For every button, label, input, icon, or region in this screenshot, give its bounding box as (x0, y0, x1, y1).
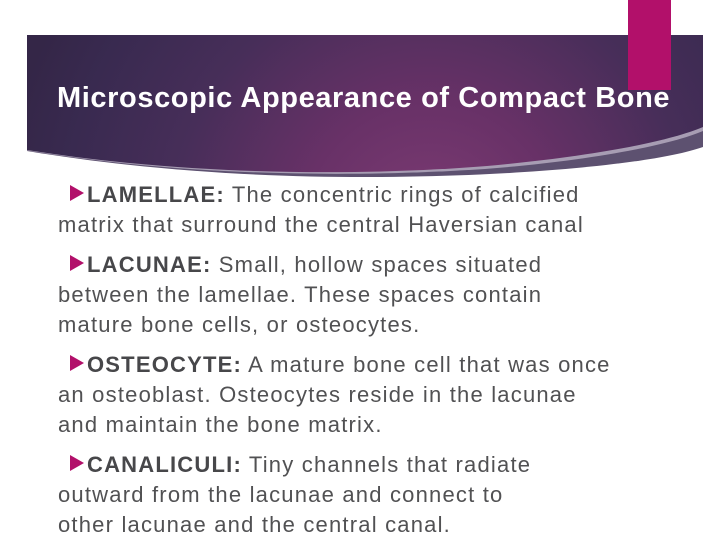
bullet-separator: : (216, 182, 225, 207)
bullet-separator: : (233, 352, 243, 377)
bullet-text-line: outward from the lacunae and connect to (58, 482, 504, 507)
bullet-item-lacunae (58, 250, 719, 340)
bullet-text-line: Small, hollow spaces situated (218, 252, 543, 277)
bullet-item-osteocyte (58, 350, 719, 440)
bullet-triangle-icon (70, 255, 84, 271)
bullet-item-lamellae (58, 180, 719, 240)
bullet-text-line: A mature bone cell that was once (248, 352, 611, 377)
bullet-term: LACUNAE (87, 252, 203, 277)
bullet-line (70, 350, 719, 380)
body-content (0, 180, 719, 540)
bullet-text-line: other lacunae and the central canal. (58, 512, 451, 537)
bullet-text-line: Tiny channels that radiate (248, 452, 532, 477)
bullet-text-line: The concentric rings of calcified (231, 182, 580, 207)
bullet-line (70, 250, 719, 280)
bullet-line (70, 450, 719, 480)
bullet-term: LAMELLAE (87, 182, 217, 207)
bullet-triangle-icon (70, 455, 84, 471)
bullet-line (70, 180, 719, 210)
bullet-separator: : (233, 452, 242, 477)
bullet-term: CANALICULI (87, 452, 234, 477)
bullet-text-line: an osteoblast. Osteocytes reside in the lacunae (58, 382, 577, 407)
accent-bar (628, 0, 671, 90)
bullet-text-line: mature bone cells, or osteocytes. (58, 312, 421, 337)
bullet-item-canaliculi (58, 450, 719, 540)
bullet-triangle-icon (70, 185, 84, 201)
bullet-separator: : (202, 252, 212, 277)
bullet-text-line: matrix that surround the central Haversian canal (58, 212, 584, 237)
bullet-triangle-icon (70, 355, 84, 371)
bullet-text-line: and maintain the bone matrix. (58, 412, 383, 437)
slide-title: Microscopic Appearance of Compact Bone (57, 82, 671, 114)
bullet-text-line: between the lamellae. These spaces contain (58, 282, 543, 307)
bullet-term: OSTEOCYTE (87, 352, 234, 377)
